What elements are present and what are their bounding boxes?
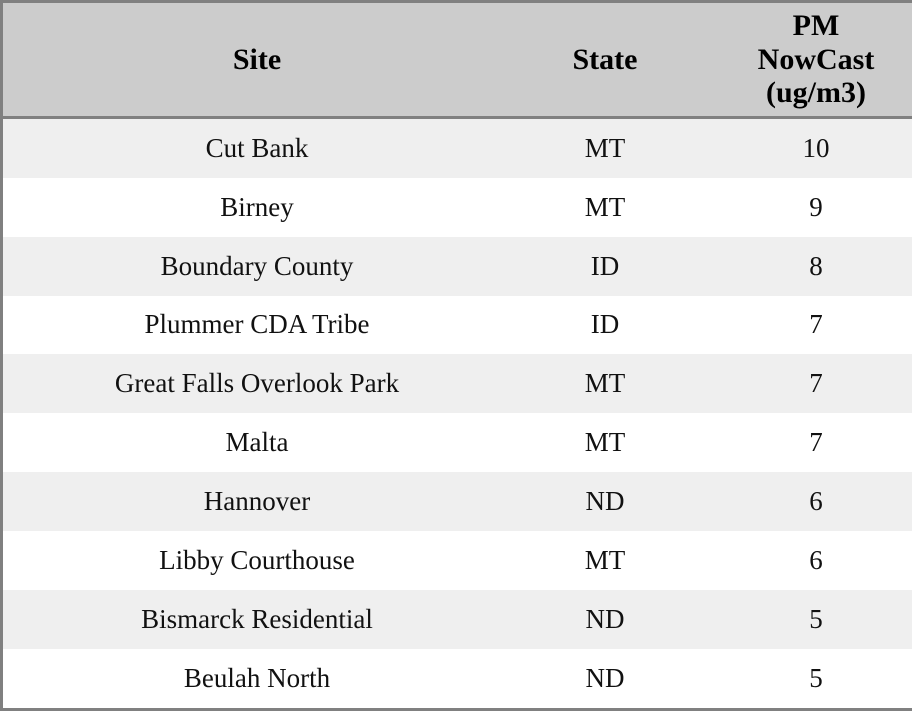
table-row (3, 354, 912, 413)
cell-site: Hannover (3, 472, 511, 531)
cell-state: ID (511, 296, 699, 355)
cell-state: ND (511, 590, 699, 649)
cell-site: Bismarck Residential (3, 590, 511, 649)
column-header-pm-nowcast-line-3: (ug/m3) (766, 76, 866, 110)
cell-pm-nowcast: 5 (699, 649, 912, 708)
cell-site: Boundary County (3, 237, 511, 296)
cell-state: MT (511, 531, 699, 590)
cell-pm-nowcast: 7 (699, 354, 912, 413)
cell-pm-nowcast: 8 (699, 237, 912, 296)
cell-state: MT (511, 413, 699, 472)
table-row (3, 531, 912, 590)
cell-state: ND (511, 472, 699, 531)
table-row (3, 649, 912, 708)
cell-state: MT (511, 178, 699, 237)
cell-site: Birney (3, 178, 511, 237)
table-row (3, 296, 912, 355)
column-header-pm-nowcast (699, 3, 912, 117)
column-header-site: Site (3, 3, 511, 117)
table-header (3, 3, 912, 117)
table-row (3, 237, 912, 296)
cell-state: MT (511, 117, 699, 177)
cell-site: Malta (3, 413, 511, 472)
cell-site: Plummer CDA Tribe (3, 296, 511, 355)
cell-pm-nowcast: 10 (699, 117, 912, 177)
column-header-state: State (511, 3, 699, 117)
cell-state: MT (511, 354, 699, 413)
cell-site: Great Falls Overlook Park (3, 354, 511, 413)
cell-pm-nowcast: 5 (699, 590, 912, 649)
table-row (3, 472, 912, 531)
cell-state: ID (511, 237, 699, 296)
column-header-pm-nowcast-line-2: NowCast (757, 42, 875, 76)
cell-state: ND (511, 649, 699, 708)
cell-site: Cut Bank (3, 117, 511, 177)
table-row (3, 413, 912, 472)
table-row (3, 178, 912, 237)
cell-pm-nowcast: 7 (699, 413, 912, 472)
column-header-pm-nowcast-line-1: PM (792, 9, 840, 42)
table-header-row (3, 3, 912, 117)
cell-site: Libby Courthouse (3, 531, 511, 590)
air-quality-table (3, 3, 912, 708)
cell-site: Beulah North (3, 649, 511, 708)
table-row (3, 590, 912, 649)
table-row (3, 117, 912, 177)
cell-pm-nowcast: 7 (699, 296, 912, 355)
cell-pm-nowcast: 6 (699, 531, 912, 590)
cell-pm-nowcast: 6 (699, 472, 912, 531)
table-body (3, 117, 912, 708)
cell-pm-nowcast: 9 (699, 178, 912, 237)
